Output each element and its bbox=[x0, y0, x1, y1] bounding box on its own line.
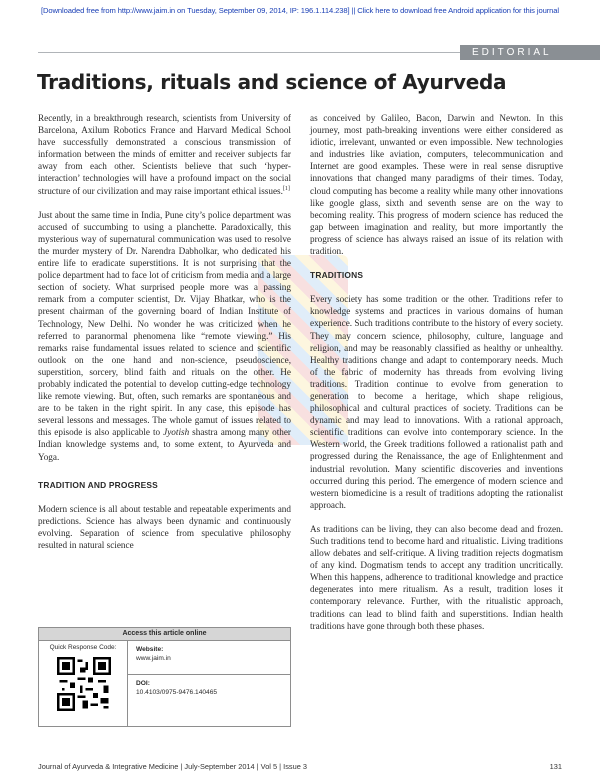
download-notice-link[interactable]: [Downloaded free from http://www.jaim.in on Tuesday, September 09, 2014, IP: 196.1.114.238] || Click here to download free Android application for this journal bbox=[41, 6, 559, 15]
left-column bbox=[38, 112, 291, 563]
access-online-box bbox=[38, 627, 291, 727]
page-number: 131 bbox=[549, 762, 562, 771]
section-heading: TRADITION AND PROGRESS bbox=[38, 479, 158, 490]
qr-code-icon[interactable] bbox=[57, 657, 111, 711]
paragraph: As traditions can be living, they can also become dead and frozen. Such traditions tend to become hard and ritualistic. Living traditions allow debates and self-critique. A living tradition rejects dogmatism of any kind. Dogmatism tends to accept any tradition uncritically. When this happens, adherence to traditional knowledge and practice degenerates into mere ritualism. As a result, tradition loses it contemporary relevance. Further, with the ritualistic approach, traditions can lead to blind faith and superstitions. Indian health traditions have gone through both these phases. bbox=[310, 523, 563, 631]
paragraph: Recently, in a breakthrough research, scientists from University of Barcelona, Axilum Robotics France and Harvard Medical School have successfully demonstrated a conscious transmission of information between the minds of emitter and receiver subjects far away from each other. Scientists believe that such ‘hyper-interaction’ technologies will have a profound impact on the social structure of our civilization and may raise important ethical issues.[1] bbox=[38, 113, 291, 196]
paragraph: Modern science is all about testable and repeatable experiments and predictions. Science has always been dynamic and continuously evolving. Separation of science from speculative philosophy resulted in natural science bbox=[38, 503, 291, 550]
reference-link[interactable]: [1] bbox=[282, 185, 290, 192]
article-title: Traditions, rituals and science of Ayurveda bbox=[37, 70, 507, 94]
right-column bbox=[310, 112, 563, 644]
website-label: Website: bbox=[136, 646, 164, 653]
paragraph: Just about the same time in India, Pune city’s police department was accused of succumbing to using a planchette. Paradoxically, this mysterious way of supernatural communication was used to resolve the murder mystery of Dr. Narendra Dabholkar, who dedicated his entire life to eradicate superstitions. It is not surprising that the police department had to face lot of criticism from media and a large section of society. What surprised people more was a passing remark from a computer scientist, Dr. Vijay Bhatkar, who is the present chairman of the governing board of Indian Institute of Technology, New Delhi. No wonder he was criticized when he referred to paranormal phenomena like “remote viewing.” His remarks raise fundamental issues related to science and scientific outlook on the one hand and non-science, pseudoscience, superstition, sorcery, blind faith and rituals on the other. He probably indicated the potential to develop cutting-edge technology like remote viewing. But, often, such remarks are spontaneous and are to be taken in the right spirit. In any case, this episode has several lessons and messages. The whole gamut of issues related to this episode is also applicable to Jyotish shastra among many other Indian knowledge systems and, to some extent, to Ayurveda and Yoga. bbox=[38, 209, 291, 462]
page-footer bbox=[38, 762, 562, 771]
qr-label: Quick Response Code: bbox=[49, 644, 117, 651]
section-label: EDITORIAL bbox=[460, 45, 600, 60]
section-heading: TRADITIONS bbox=[310, 270, 364, 281]
paragraph: as conceived by Galileo, Bacon, Darwin and Newton. In this journey, most path-breaking inventions were either considered as idiotic, irrelevant, unwanted or even impossible. New technologies and industries like aviation, computers, telecommunication and Internet are good examples. These were in real sense disruptive innovations that changed many paradigms of their times. Today, cloud computing has become a reality while many other innovations like google glass, sixth and seventh sense are on the way to becoming reality. This progress of modern science has reduced the gap between imagination and reality, but more importantly the progress of science has always raised an issue of its relation with tradition. bbox=[310, 113, 563, 257]
website-link[interactable]: www.jaim.in bbox=[136, 655, 171, 662]
paragraph: Every society has some tradition or the other. Traditions refer to knowledge systems and practices in various domains of human experience. Such traditions contribute to the history of every society. They may concern science, philosophy, culture, language and religion, and may be reasonably classified as healthy or unhealthy. Healthy traditions change and adapt to contemporary needs. Much of the fabric of modernity has threads from evolving living traditions. Tradition continue to evolve from generation to generation to become a heritage, which shape religious, philosophical and cultural practices of society. Traditions can be dynamic and may lead to innovations. With a rational approach, scientific traditions can evolve into contemporary science. In the Western world, the Greek traditions followed a rationalist path and progressed during the Renaissance, the age of Enlightenment and industrial revolution. Many scientific discoveries and inventions occurred during this period. The emergence of modern science and western biomedicine is a result of traditions adopting the rationalist approach. bbox=[310, 294, 563, 510]
journal-citation: Journal of Ayurveda & Integrative Medicine | July-September 2014 | Vol 5 | Issue 3 bbox=[38, 762, 307, 771]
section-rule bbox=[38, 52, 460, 53]
access-box-header: Access this article online bbox=[39, 628, 290, 641]
doi-link[interactable]: 10.4103/0975-9476.140465 bbox=[136, 689, 218, 696]
doi-label: DOI: bbox=[136, 680, 150, 687]
